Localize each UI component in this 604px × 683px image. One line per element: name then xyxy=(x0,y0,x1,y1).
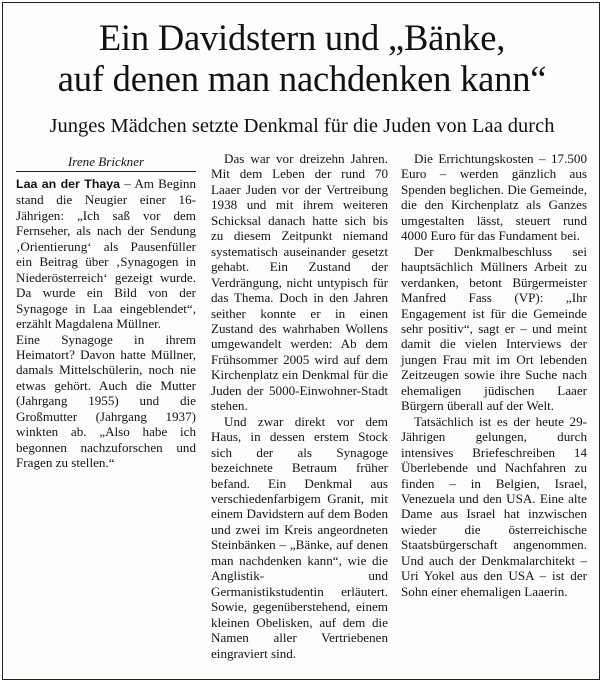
paragraph-5 xyxy=(401,151,587,244)
paragraph-3 xyxy=(211,151,388,414)
article-column-2 xyxy=(211,151,388,661)
paragraph-3-text: Das war vor dreizehn Jahren. Mit dem Leben der rund 70 Laaer Juden vor der Vertreibung 1938 und mit ihrem weiteren Schicksal danach hatte sich bis zu diesem Zeitpunkt niemand systematisch auseinander gesetzt gehabt. Ein Zustand der Verdrängung, nicht untypisch für das Thema. Doch in den Jahren seither konnte er in einen Zustand des wahrhaben Wollens umgewandelt werden: Ab dem Frühsommer 2005 wird auf dem Kirchenplatz ein Denkmal für die Juden der 5000-Einwohner-Stadt stehen. xyxy=(211,151,388,414)
paragraph-1 xyxy=(16,176,196,332)
paragraph-4 xyxy=(211,414,388,661)
dateline: Laa an der Thaya xyxy=(16,177,121,191)
paragraph-5-text: Die Errichtungskosten – 17.500 Euro – werden gänzlich aus Spenden beglichen. Die Gemeinde, die den Kirchenplatz als Ganzes umgestalten lässt, steuert rund 4000 Euro für das Fundament bei. xyxy=(401,151,587,244)
paragraph-1-text: – Am Beginn stand die Neugier einer 16-Jährigen: „Ich saß vor dem Fernseher, als nach der Sendung ‚Orientierung‘ als Pausenfüller ein Beitrag über ‚Synagogen in Niederösterreich‘ gezeigt wurde. Da wurde ein Bild von der Synagoge in Laa eingeblendet“, erzählt Magdalena Müllner. xyxy=(16,176,196,332)
paragraph-2 xyxy=(16,332,196,471)
subheadline: Junges Mädchen setzte Denkmal für die Juden von Laa durch xyxy=(49,115,555,137)
headline-line-2: auf denen man nachdenken kann“ xyxy=(57,58,547,99)
newspaper-clipping xyxy=(2,2,600,680)
paragraph-4-text: Und zwar direkt vor dem Haus, in dessen erstem Stock sich der als Synagoge bezeichnete Betraum früher befand. Ein Denkmal aus verschiedenfarbigem Granit, mit einem Davidstern auf dem Boden und zwei im Kreis angeordneten Steinbänken – „Bänke, auf denen man nachdenken kann“, wie die Anglistik- und Germanistikstudentin erläutert. Sowie, gegenüberstehend, einem kleinen Obelisken, auf dem die Namen aller Vertriebenen eingraviert sind. xyxy=(211,413,388,661)
headline-line-1: Ein Davidstern und „Bänke, xyxy=(98,17,506,58)
paragraph-6 xyxy=(401,244,587,414)
paragraph-2-text: Eine Synagoge in ihrem Heimatort? Davon hatte Müllner, damals Mittelschülerin, noch nie etwas gehört. Auch die Mutter (Jahrgang 1955) und die Großmutter (Jahrgang 1937) winkten ab. „Also habe ich begonnen nachzuforschen und Fragen zu stellen.“ xyxy=(16,331,196,471)
headline xyxy=(3,17,600,99)
paragraph-7 xyxy=(401,414,587,599)
paragraph-7-text: Tatsächlich ist es der heute 29-Jährigen gelungen, durch intensives Briefeschreiben 14 Überlebende und Nachfahren zu finden – in Belgien, Israel, Venezuela und den USA. Eine alte Dame aus Israel hat inzwischen wieder die österreichische Staatsbürgerschaft angenommen. Und auch der Denkmalarchitekt – Uri Yokel aus den USA – ist der Sohn einer ehemaligen Laaerin. xyxy=(401,413,587,599)
article-column-3 xyxy=(401,151,587,599)
paragraph-6-text: Der Denkmalbeschluss sei hauptsächlich Müllners Arbeit zu verdanken, betont Bürgermeister Manfred Fass (VP): „Ihr Engagement ist für die Gemeinde sehr positiv“, sagt er – und meint damit die vielen Interviews der jungen Frau mit im Ort lebenden Zeitzeugen sowie ihre Suche nach ehemaligen jüdischen Laaer Bürgern überall auf der Welt. xyxy=(401,243,587,414)
author-byline: Irene Brickner xyxy=(16,154,196,172)
article-column-1 xyxy=(16,154,196,471)
